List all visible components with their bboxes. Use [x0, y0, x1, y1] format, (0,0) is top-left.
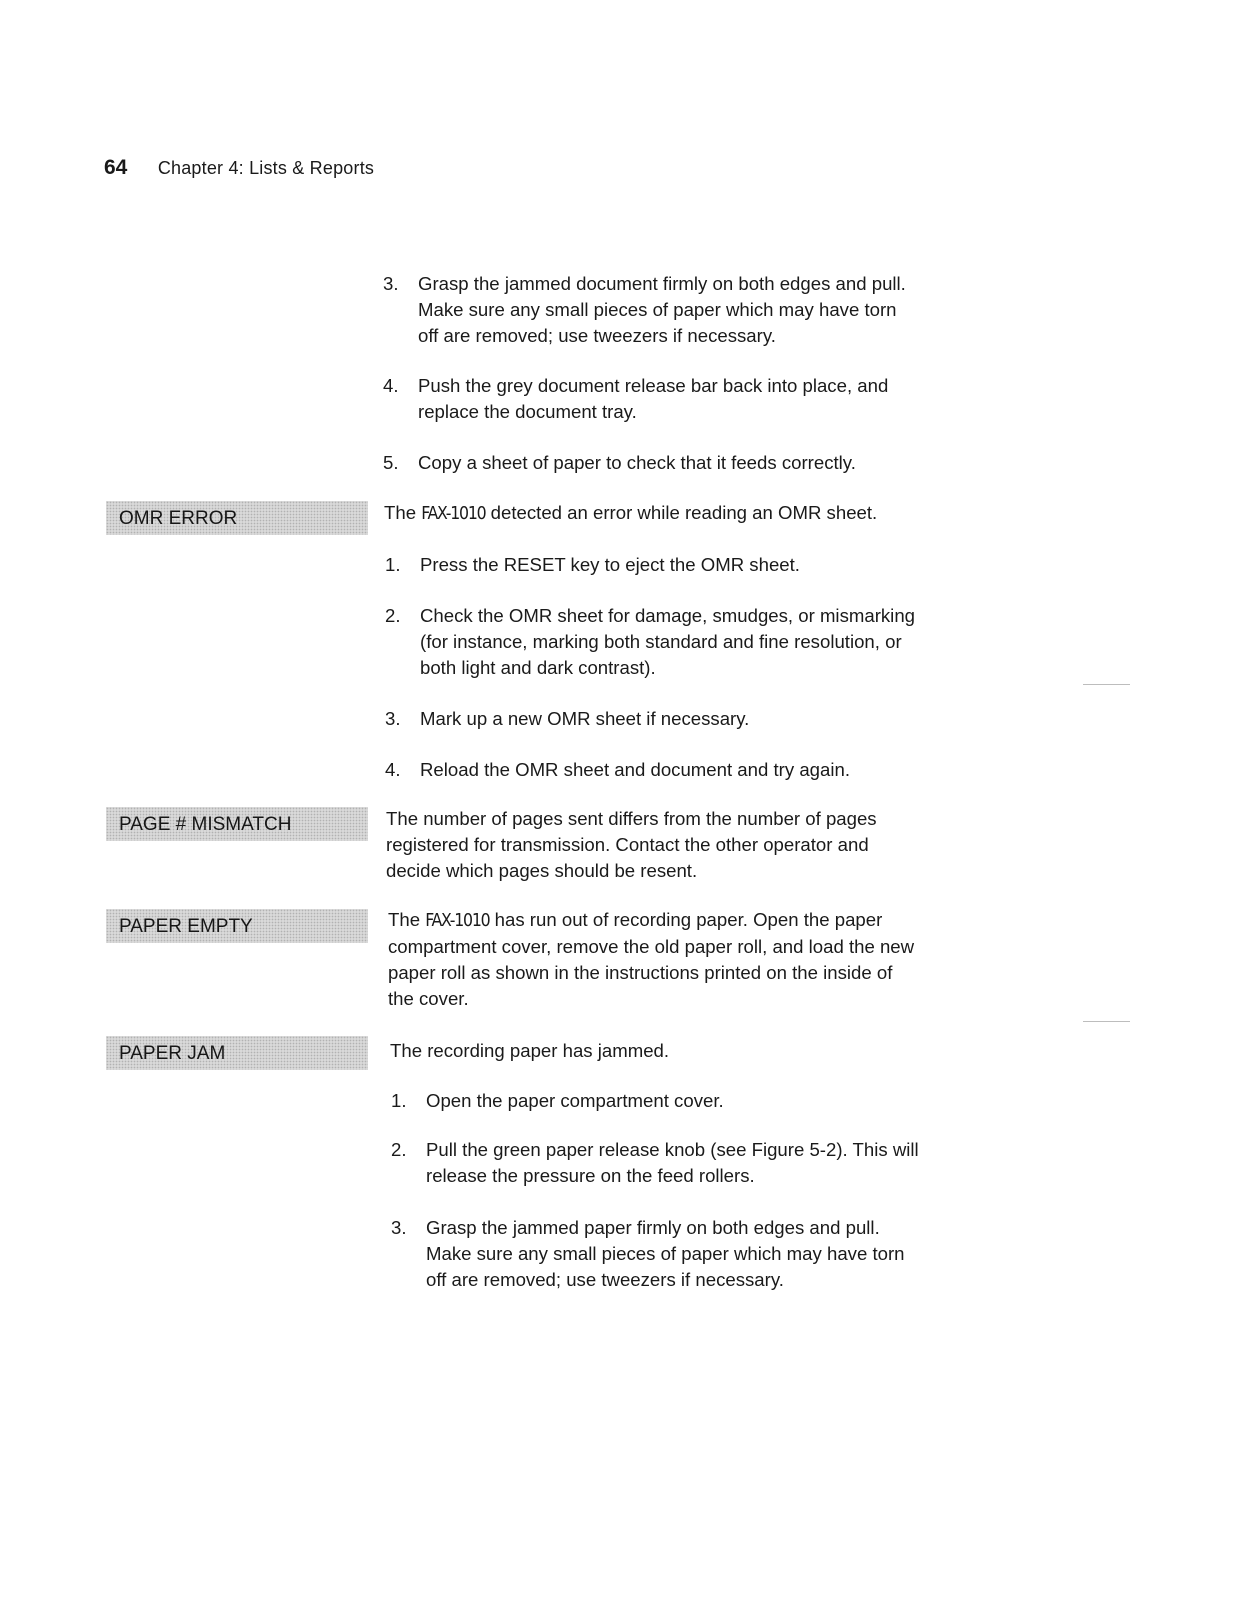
paper-jam-label: PAPER JAM	[106, 1036, 368, 1070]
omr-error-label: OMR ERROR	[106, 501, 368, 535]
page-mismatch-text: The number of pages sent differs from the number of pages registered for transmission. Contact the other operator and decide which pages should be resent.	[386, 808, 877, 881]
omr-error-intro: The FAX-1010 detected an error while reading an OMR sheet.	[384, 502, 878, 524]
paper-empty-text: The FAX-1010 has run out of recording paper. Open the paper compartment cover, remove the old paper roll, and load the new paper roll as shown in the instructions printed on the inside of the cover.	[388, 909, 915, 1009]
model-name: FAX-1010	[421, 504, 486, 524]
margin-mark	[1083, 684, 1130, 685]
page-number: 64	[104, 156, 128, 179]
paper-empty-label: PAPER EMPTY	[106, 909, 368, 943]
paper-jam-intro: The recording paper has jammed.	[390, 1040, 670, 1061]
page-mismatch-label: PAGE # MISMATCH	[106, 807, 368, 841]
model-name: FAX-1010	[425, 911, 490, 931]
page-header	[104, 156, 374, 180]
chapter-title: Chapter 4: Lists & Reports	[157, 158, 375, 178]
margin-mark	[1083, 1021, 1130, 1022]
